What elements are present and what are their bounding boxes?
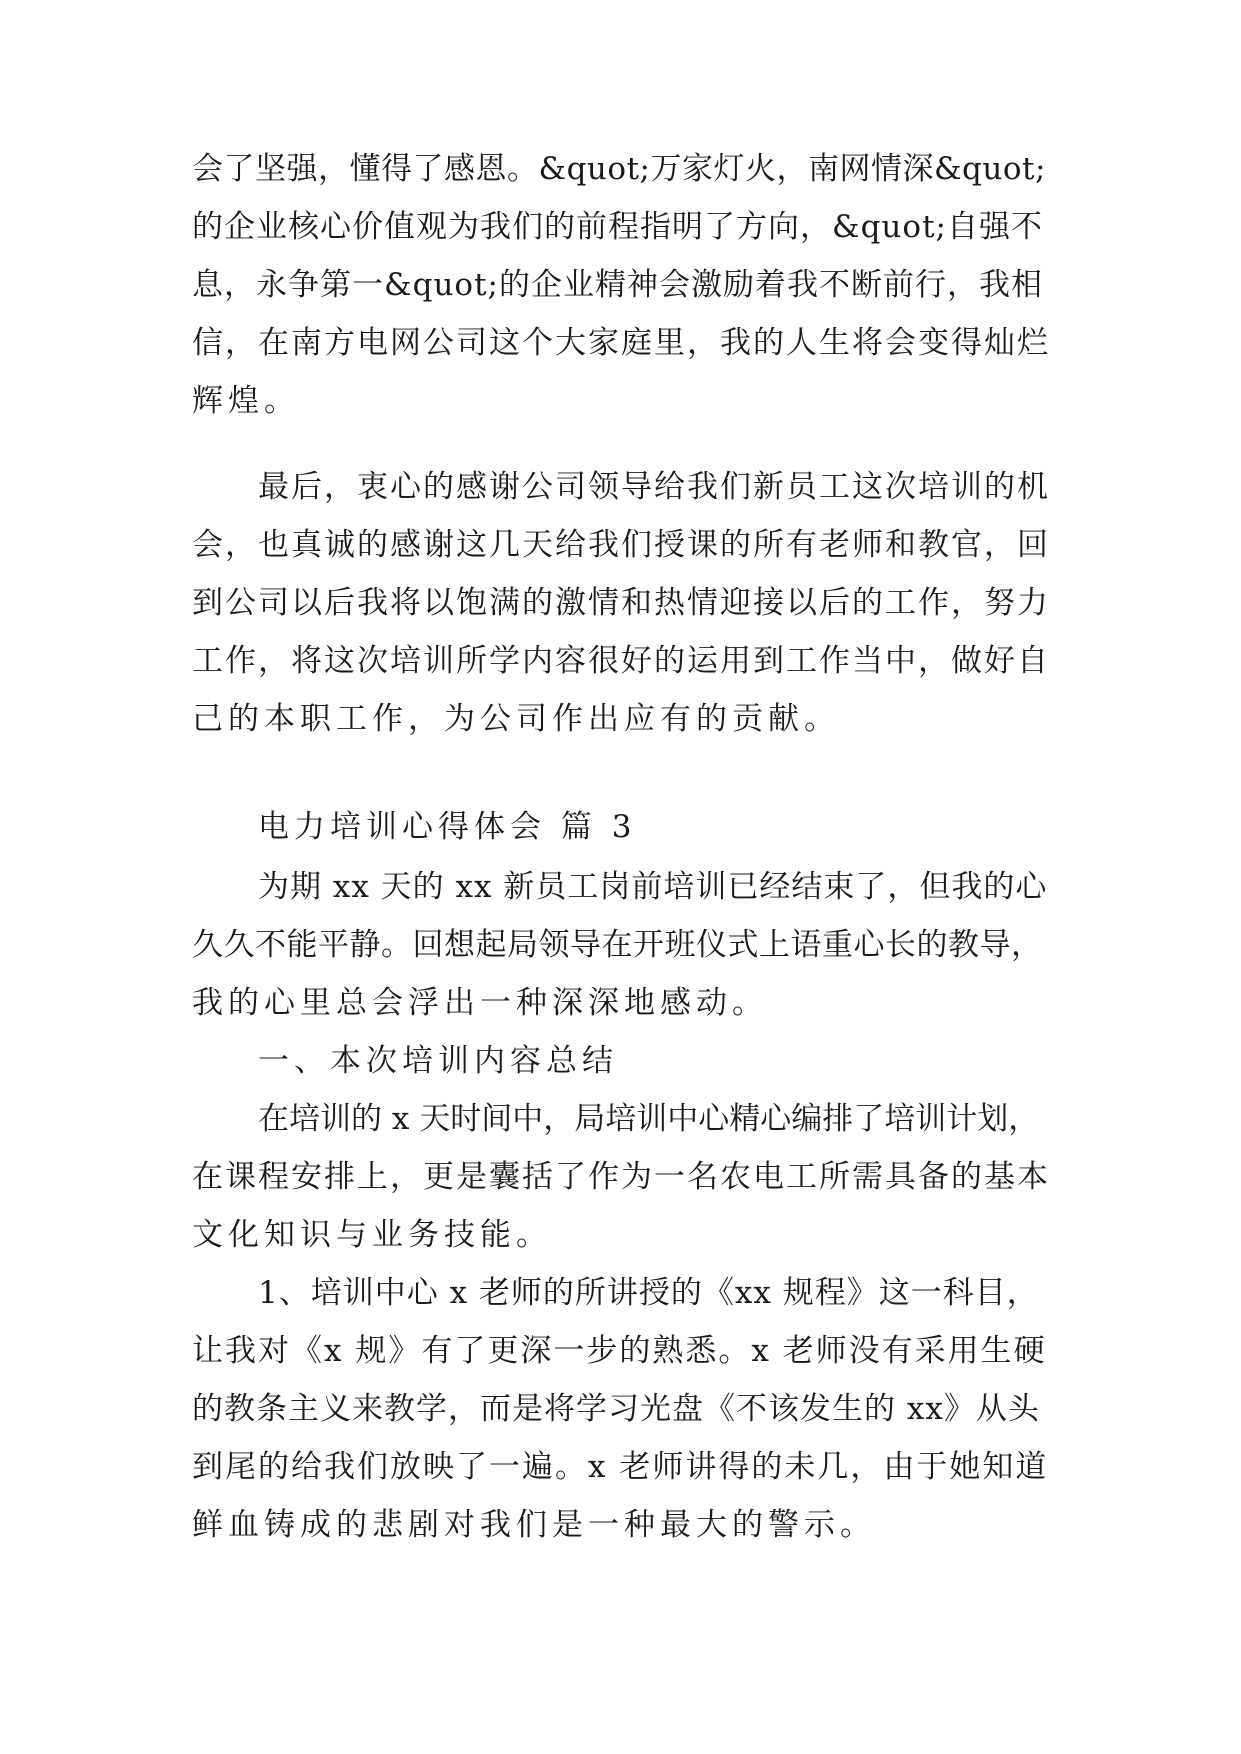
text-line: 到尾的给我们放映了一遍。x 老师讲得的未几，由于她知道: [192, 1449, 1049, 1485]
text-line: 鲜血铸成的悲剧对我们是一种最大的警示。: [192, 1507, 876, 1543]
text-line: 在课程安排上，更是囊括了作为一名农电工所需具备的基本: [192, 1159, 1050, 1195]
text-line: 的企业核心价值观为我们的前程指明了方向，&quot;自强不: [192, 209, 1043, 245]
text-line: 1、培训中心 x 老师的所讲授的《xx 规程》这一科目，: [258, 1275, 1039, 1311]
paragraph-thanks: [192, 458, 1052, 748]
text-line: 为期 xx 天的 xx 新员工岗前培训已经结束了，但我的心: [258, 869, 1048, 905]
text-line: 久久不能平静。回想起局领导在开班仪式上语重心长的教导，: [192, 927, 1043, 963]
text-line: 会了坚强，懂得了感恩。&quot;万家灯火，南网情深&quot;: [192, 151, 1046, 187]
text-line: 息，永争第一&quot;的企业精神会激励着我不断前行，我相: [192, 267, 1043, 303]
text-line: 让我对《x 规》有了更深一步的熟悉。x 老师没有采用生硬: [192, 1333, 1047, 1369]
paragraph-intro: [192, 858, 1052, 1032]
text-line: 辉煌。: [192, 383, 300, 419]
text-line: 到公司以后我将以饱满的激情和热情迎接以后的工作，努力: [192, 585, 1050, 621]
text-line: 的教条主义来教学，而是将学习光盘《不该发生的 xx》从头: [192, 1391, 1040, 1427]
text-line: 信，在南方电网公司这个大家庭里，我的人生将会变得灿烂: [192, 325, 1050, 361]
section-heading: 电力培训心得体会 篇 3: [258, 809, 637, 845]
text-line: 会，也真诚的感谢这几天给我们授课的所有老师和教官，回: [192, 527, 1050, 563]
subheading: 一、本次培训内容总结: [258, 1043, 618, 1079]
text-line: 己的本职工作，为公司作出应有的贡献。: [192, 701, 840, 737]
paragraph-summary: [192, 1090, 1052, 1264]
text-line: 最后，衷心的感谢公司领导给我们新员工这次培训的机: [258, 469, 1050, 505]
paragraph-item-1: [192, 1264, 1052, 1554]
text-line: 工作，将这次培训所学内容很好的运用到工作当中，做好自: [192, 643, 1050, 679]
text-line: 在培训的 x 天时间中，局培训中心精心编排了培训计划，: [258, 1101, 1040, 1137]
text-line: 我的心里总会浮出一种深深地感动。: [192, 985, 768, 1021]
paragraph-closing: [192, 140, 1052, 430]
section-heading-block: [192, 798, 1052, 856]
subheading-block: [192, 1032, 1052, 1090]
text-line: 文化知识与业务技能。: [192, 1217, 552, 1253]
